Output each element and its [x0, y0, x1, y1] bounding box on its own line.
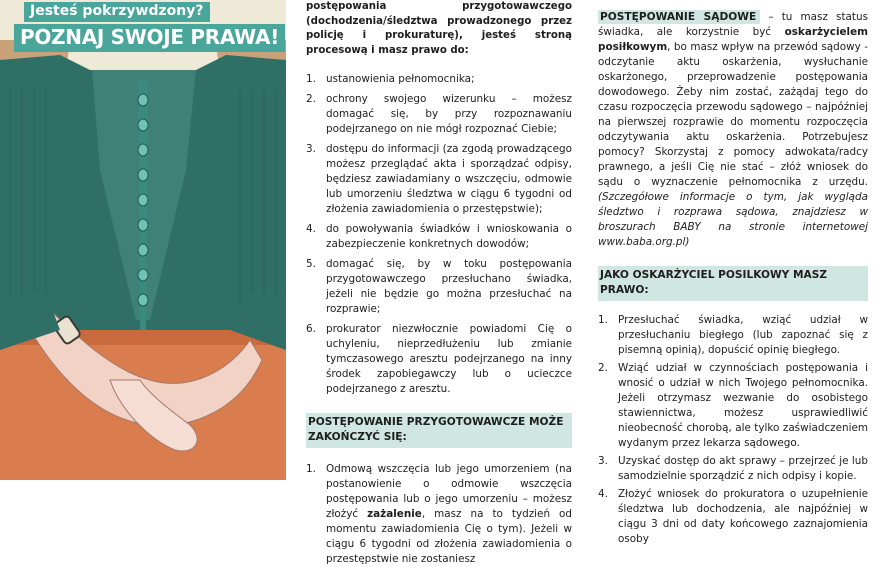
court-paragraph — [598, 10, 868, 250]
court-keyword: oskarżycielem posiłkowym — [598, 26, 868, 53]
rights-item — [306, 92, 572, 137]
list-number: 3. — [306, 143, 316, 156]
illustration-panel — [0, 0, 286, 480]
rights-item — [306, 257, 572, 317]
list-text: Uzyskać dostęp do akt sprawy – przejrzeć je lub samodzielnie sporządzić z nich odpisy i kopie. — [618, 455, 868, 482]
list-text: ustanowienia pełnomocnika; — [326, 73, 475, 86]
rights-item — [306, 142, 572, 217]
list-number: 3. — [598, 455, 608, 467]
list-text: do powoływania świadków i wnioskowania o zabezpieczenie konkretnych dowodów; — [326, 223, 572, 251]
list-text: Przesłuchać świadka, wziąć udział w przesłuchaniu biegłego (lub zapoznać się z pisemną opinią), dopuścić opinię biegłego. — [618, 314, 868, 356]
list-text-bold: zażalenie — [367, 508, 422, 521]
rights-item — [306, 222, 572, 252]
headline-banner: POZNAJ SWOJE PRAWA! — [14, 24, 285, 52]
list-number: 4. — [598, 488, 608, 500]
court-section-heading: POSTĘPOWANIE SĄDOWE — [598, 10, 760, 24]
list-text: Wziąć udział w czynnościach postępowania i wnosić o udział w nich Twojego pełnomocnika. Jeżeli otrzymasz wezwanie do osobistego stawiennictwa, możesz usprawiedliwić nieobecność chorobą, ale tylko zaświadczeniem wydanym przez lekarza sądowego. — [618, 362, 868, 449]
court-text-2: , bo masz wpływ na przewód sądowy - odczytanie aktu oskarżenia, wysłuchanie oskarżonego, przeprowadzenie postępowania dowodowego. Żeby nim zostać, zażądaj tego do czasu rozpoczęcia przewodu sądowego – najpóźniej na pierwszej rozprawie do momentu rozpoczęcia odczytywania aktu oskarżenia. Potrzebujesz pomocy? Skorzystaj z pomocy adwokata/radcy prawnego, a jeśli Cię nie stać – złóż wniosek do sądu o wyznaczenie pełnomocnika z urzędu. — [598, 41, 868, 188]
list-text: domagać się, by w toku postępowania przygotowawczego przesłuchano świadka, jeżeli nie będzie go można przesłuchać na rozprawie; — [326, 258, 572, 316]
list-number: 2. — [306, 93, 316, 106]
prep-item — [306, 462, 572, 567]
list-text: Złożyć wniosek do prokuratora o uzupełnienie śledztwa lub dochodzenia, ale najpóźniej w ciągu 3 dni od daty końcowego zaznajomienia osoby — [618, 488, 868, 545]
prep-list — [306, 462, 572, 567]
aux-item — [598, 487, 868, 547]
court-section — [598, 10, 868, 250]
list-text: dostępu do informacji (za zgodą prowadzącego możesz przeglądać akta i sporządzać odpisy, będziesz zawiadamiany o wszczęciu, odmowie lub umorzeniu śledztwa w ciągu 6 tygodni od złożenia zawiadomienia o przestępstwie); — [326, 143, 572, 216]
list-number: 5. — [306, 258, 316, 271]
list-number: 1. — [598, 314, 608, 326]
list-text-pre: Odmową wszczęcia lub jego umorzeniem (na postanowienie o odmowie wszczęcia postępowania lub o jego umorzeniu – możesz złożyć — [326, 463, 572, 521]
court-italic-note: (Szczegółowe informacje o tym, jak wygląda śledztwo i rozprawa sądowa, znajdziesz w broszurach BABY na stronie internetowej www.baba.org.pl) — [598, 191, 868, 248]
prep-section-heading: POSTĘPOWANIE PRZYGOTOWAWCZE MOŻE ZAKOŃCZYĆ SIĘ: — [306, 413, 572, 448]
list-number: 2. — [598, 362, 608, 374]
aux-item — [598, 361, 868, 451]
list-text-post: , masz na to tydzień od momentu zawiadomienia Cię o tym). Jeżeli w ciągu 6 tygodni od złożenia zawiadomienia o przestępstwie nie zostaniesz — [326, 508, 572, 566]
person-illustration — [0, 0, 286, 480]
intro-text: postępowania przygotowawczego (dochodzenia/śledztwa prowadzonego przez policję i prokuraturę), jesteś stroną procesową i masz prawo do: — [306, 1, 572, 56]
list-number: 1. — [306, 463, 316, 476]
list-text: ochrony swojego wizerunku – możesz domagać się, by przy rozpoznawaniu podejrzanego on nie mógł rozpoznać Ciebie; — [326, 93, 572, 136]
right-column — [598, 0, 868, 550]
aux-item — [598, 313, 868, 358]
aux-rights-list — [598, 313, 868, 547]
rights-item — [306, 72, 572, 87]
rights-list — [306, 72, 572, 397]
court-text-1: – tu masz status świadka, ale korzystnie być — [598, 11, 868, 38]
list-number: 1. — [306, 73, 316, 86]
question-label: Jesteś pokrzywdzony? — [24, 2, 210, 22]
list-text: prokurator niezwłocznie powiadomi Cię o uchyleniu, nieprzedłużeniu lub zmianie tymczasowego aresztu podejrzanego na inny środek zapobiegawczy lub o ucieczce podejrzanego z aresztu. — [326, 323, 572, 396]
middle-column — [306, 0, 572, 567]
aux-section-heading: JAKO OSKARŻYCIEL POSILKOWY MASZ PRAWO: — [598, 266, 868, 301]
list-number: 6. — [306, 323, 316, 336]
list-number: 4. — [306, 223, 316, 236]
rights-item — [306, 322, 572, 397]
